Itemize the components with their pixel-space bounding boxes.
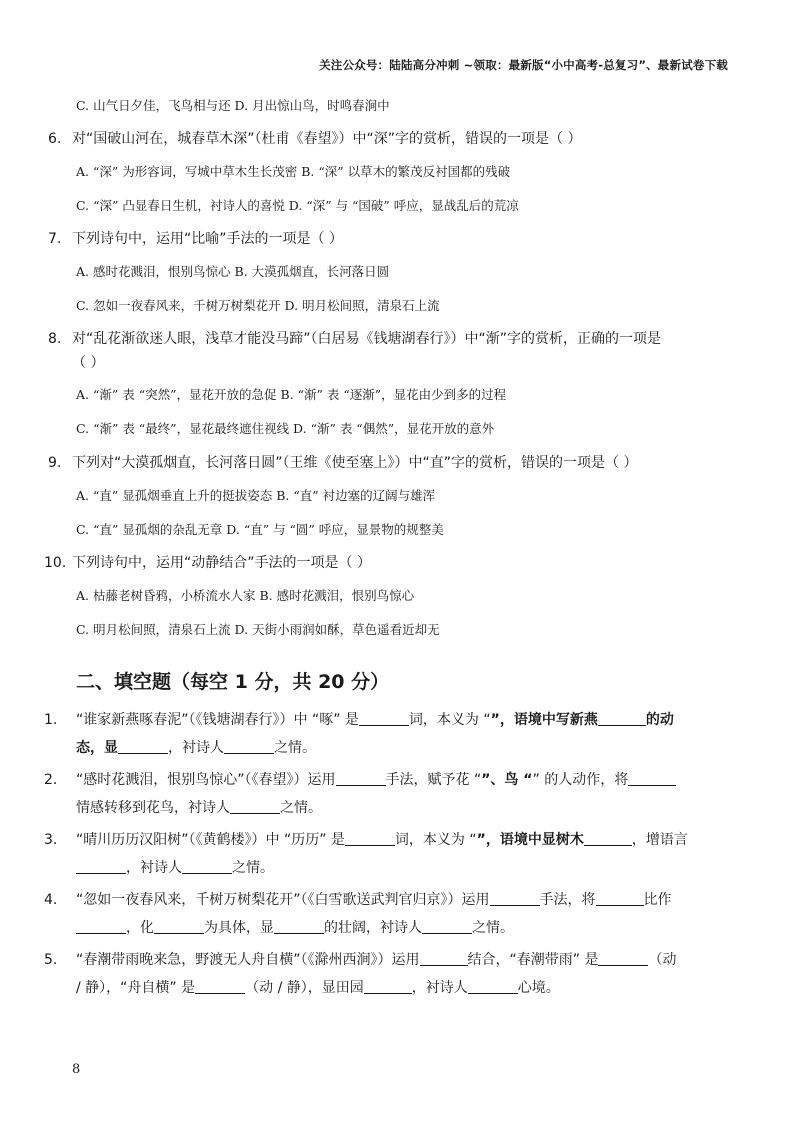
fill-item-4-line-2 (76, 919, 514, 937)
question-6-stem (48, 130, 748, 148)
answer-blank[interactable] (490, 891, 540, 906)
item-text: 之情。 (274, 740, 316, 756)
question-6-options-cd: C. “深” 凸显春日生机，衬诗人的喜悦 D. “深” 与 “国破” 呼应，显战乱后的荒凉 (76, 198, 519, 213)
answer-blank[interactable] (154, 919, 204, 934)
question-10-stem (44, 554, 744, 572)
question-number: 7. (48, 231, 62, 247)
item-text: 词，本义为 “ (408, 712, 491, 728)
item-number: 4. (44, 892, 58, 908)
fill-item-1-line-2 (76, 739, 316, 757)
item-text: 情感转移到花鸟，衬诗人 (76, 800, 230, 816)
item-text: “春潮带雨晚来急，野渡无人舟自横”（《滁州西涧》）运用 (76, 952, 420, 968)
item-text: ” 的人动作，将 (532, 772, 629, 788)
answer-blank[interactable] (359, 711, 409, 726)
item-text: 之情。 (232, 860, 274, 876)
question-text: 下列对“大漠孤烟直，长河落日圆”（王维《使至塞上》）中“直”字的赏析，错误的一项是（ ） (72, 455, 638, 471)
answer-blank[interactable] (596, 891, 644, 906)
item-text: “忽如一夜春风来，千树万树梨花开”（《白雪歌送武判官归京》）运用 (76, 892, 490, 908)
answer-blank[interactable] (422, 919, 472, 934)
item-text: ，增语言 (631, 832, 688, 848)
item-text: （动 / 静），显田园 (245, 980, 364, 996)
item-text: / 静），“舟自横” 是 (76, 980, 196, 996)
answer-blank[interactable] (76, 919, 126, 934)
answer-blank[interactable] (364, 979, 412, 994)
answer-blank[interactable] (345, 831, 395, 846)
item-number: 5. (44, 952, 58, 968)
question-number: 10. (44, 555, 67, 571)
answer-blank[interactable] (182, 859, 232, 874)
question-10-options-ab: A. 枯藤老树昏鸦，小桥流水人家 B. 感时花溅泪，恨别鸟惊心 (76, 588, 415, 603)
question-text: 对“乱花渐欲迷人眼，浅草才能没马蹄”（白居易《钱塘湖春行》）中“渐”字的赏析，正确的一项是 (72, 331, 662, 347)
item-text: 心境。 (517, 980, 560, 996)
item-text: 词，本义为 “ (394, 832, 477, 848)
item-text: 手法，将 (539, 892, 596, 908)
item-number: 2. (44, 772, 58, 788)
item-text: “感时花溅泪，恨别鸟惊心”（《春望》）运用 (76, 772, 336, 788)
item-text: 之情。 (280, 800, 322, 816)
answer-blank[interactable] (628, 771, 676, 786)
item-text: “晴川历历汉阳树”（《黄鹤楼》）中 “历历” 是 (76, 832, 345, 848)
answer-blank[interactable] (420, 951, 468, 966)
item-text: 的壮阔，衬诗人 (324, 920, 422, 936)
item-text: 为具体，显 (204, 920, 274, 936)
question-9-options-ab: A. “直” 显孤烟垂直上升的挺拔姿态 B. “直” 衬边塞的辽阔与雄浑 (76, 488, 436, 503)
item-text: ，衬诗人 (168, 740, 224, 756)
fill-item-3-line-1 (44, 831, 744, 849)
prev-question-options: C. 山气日夕佳，飞鸟相与还 D. 月出惊山鸟，时鸣春涧中 (76, 98, 390, 113)
page-header: 关注公众号：陆陆高分冲刺 ~领取：最新版“小中高考-总复习”、最新试卷下载 (319, 58, 728, 72)
page-number: 8 (72, 1062, 81, 1077)
item-text: 的动 (645, 712, 674, 728)
answer-blank[interactable] (598, 711, 646, 726)
fill-item-1-line-1 (44, 711, 744, 729)
item-text: “谁家新燕啄春泥”（《钱塘湖春行》）中 “啄” 是 (76, 712, 359, 728)
item-number: 3. (44, 832, 58, 848)
question-text: 对“国破山河在，城春草木深”（杜甫《春望》）中“深”字的赏析，错误的一项是（ ） (72, 131, 582, 147)
item-text: ”，语境中写新燕 (490, 712, 598, 728)
fill-item-4-line-1 (44, 891, 744, 909)
question-number: 8. (48, 331, 62, 347)
item-text: ”，语境中显树木 (476, 832, 584, 848)
item-number: 1. (44, 712, 58, 728)
question-text: 下列诗句中，运用“比喻”手法的一项是（ ） (72, 231, 343, 247)
item-text: 手法，赋予花 “ (385, 772, 482, 788)
question-8-options-cd: C. “渐” 表 “最终”，显花最终遮住视线 D. “渐” 表 “偶然”，显花开放的意外 (76, 421, 495, 436)
item-text: ，化 (126, 920, 154, 936)
question-8-stem (48, 330, 748, 348)
fill-item-5-line-2 (76, 979, 560, 997)
question-text: 下列诗句中，运用“动静结合”手法的一项是（ ） (72, 555, 371, 571)
item-text: ”、鸟 “ (481, 772, 533, 788)
item-text: ，衬诗人 (126, 860, 182, 876)
question-8-stem-continued: （ ） (72, 355, 105, 371)
question-8-options-ab: A. “渐” 表 “突然”，显花开放的急促 B. “渐” 表 “逐渐”，显花由少到多的过程 (76, 387, 507, 402)
answer-blank[interactable] (76, 859, 126, 874)
question-7-options-ab: A. 感时花溅泪，恨别鸟惊心 B. 大漠孤烟直，长河落日圆 (76, 264, 390, 279)
item-text: 结合，“春潮带雨” 是 (467, 952, 599, 968)
answer-blank[interactable] (224, 739, 274, 754)
item-text: 态，显 (76, 740, 118, 756)
answer-blank[interactable] (584, 831, 632, 846)
fill-item-2-line-2 (76, 799, 322, 817)
item-text: 之情。 (472, 920, 514, 936)
answer-blank[interactable] (274, 919, 324, 934)
question-9-options-cd: C. “直” 显孤烟的杂乱无章 D. “直” 与 “圆” 呼应，显景物的规整美 (76, 522, 444, 537)
answer-blank[interactable] (598, 951, 648, 966)
question-number: 6. (48, 131, 62, 147)
item-text: ，衬诗人 (411, 980, 468, 996)
answer-blank[interactable] (118, 739, 168, 754)
question-number: 9. (48, 455, 62, 471)
answer-blank[interactable] (230, 799, 280, 814)
question-7-options-cd: C. 忽如一夜春风来，千树万树梨花开 D. 明月松间照，清泉石上流 (76, 298, 440, 313)
question-9-stem (48, 454, 748, 472)
answer-blank[interactable] (468, 979, 518, 994)
item-text: （动 (648, 952, 677, 968)
answer-blank[interactable] (195, 979, 245, 994)
section-title: 二、填空题（每空 1 分，共 20 分） (76, 671, 390, 693)
question-6-options-ab: A. “深” 为形容词，写城中草木生长茂密 B. “深” 以草木的繁茂反衬国都的残破 (76, 164, 511, 179)
question-7-stem (48, 230, 748, 248)
item-text: 比作 (643, 892, 672, 908)
fill-item-2-line-1 (44, 771, 744, 789)
question-10-options-cd: C. 明月松间照，清泉石上流 D. 天街小雨润如酥，草色遥看近却无 (76, 622, 440, 637)
answer-blank[interactable] (336, 771, 386, 786)
fill-item-3-line-2 (76, 859, 274, 877)
fill-item-5-line-1 (44, 951, 744, 969)
